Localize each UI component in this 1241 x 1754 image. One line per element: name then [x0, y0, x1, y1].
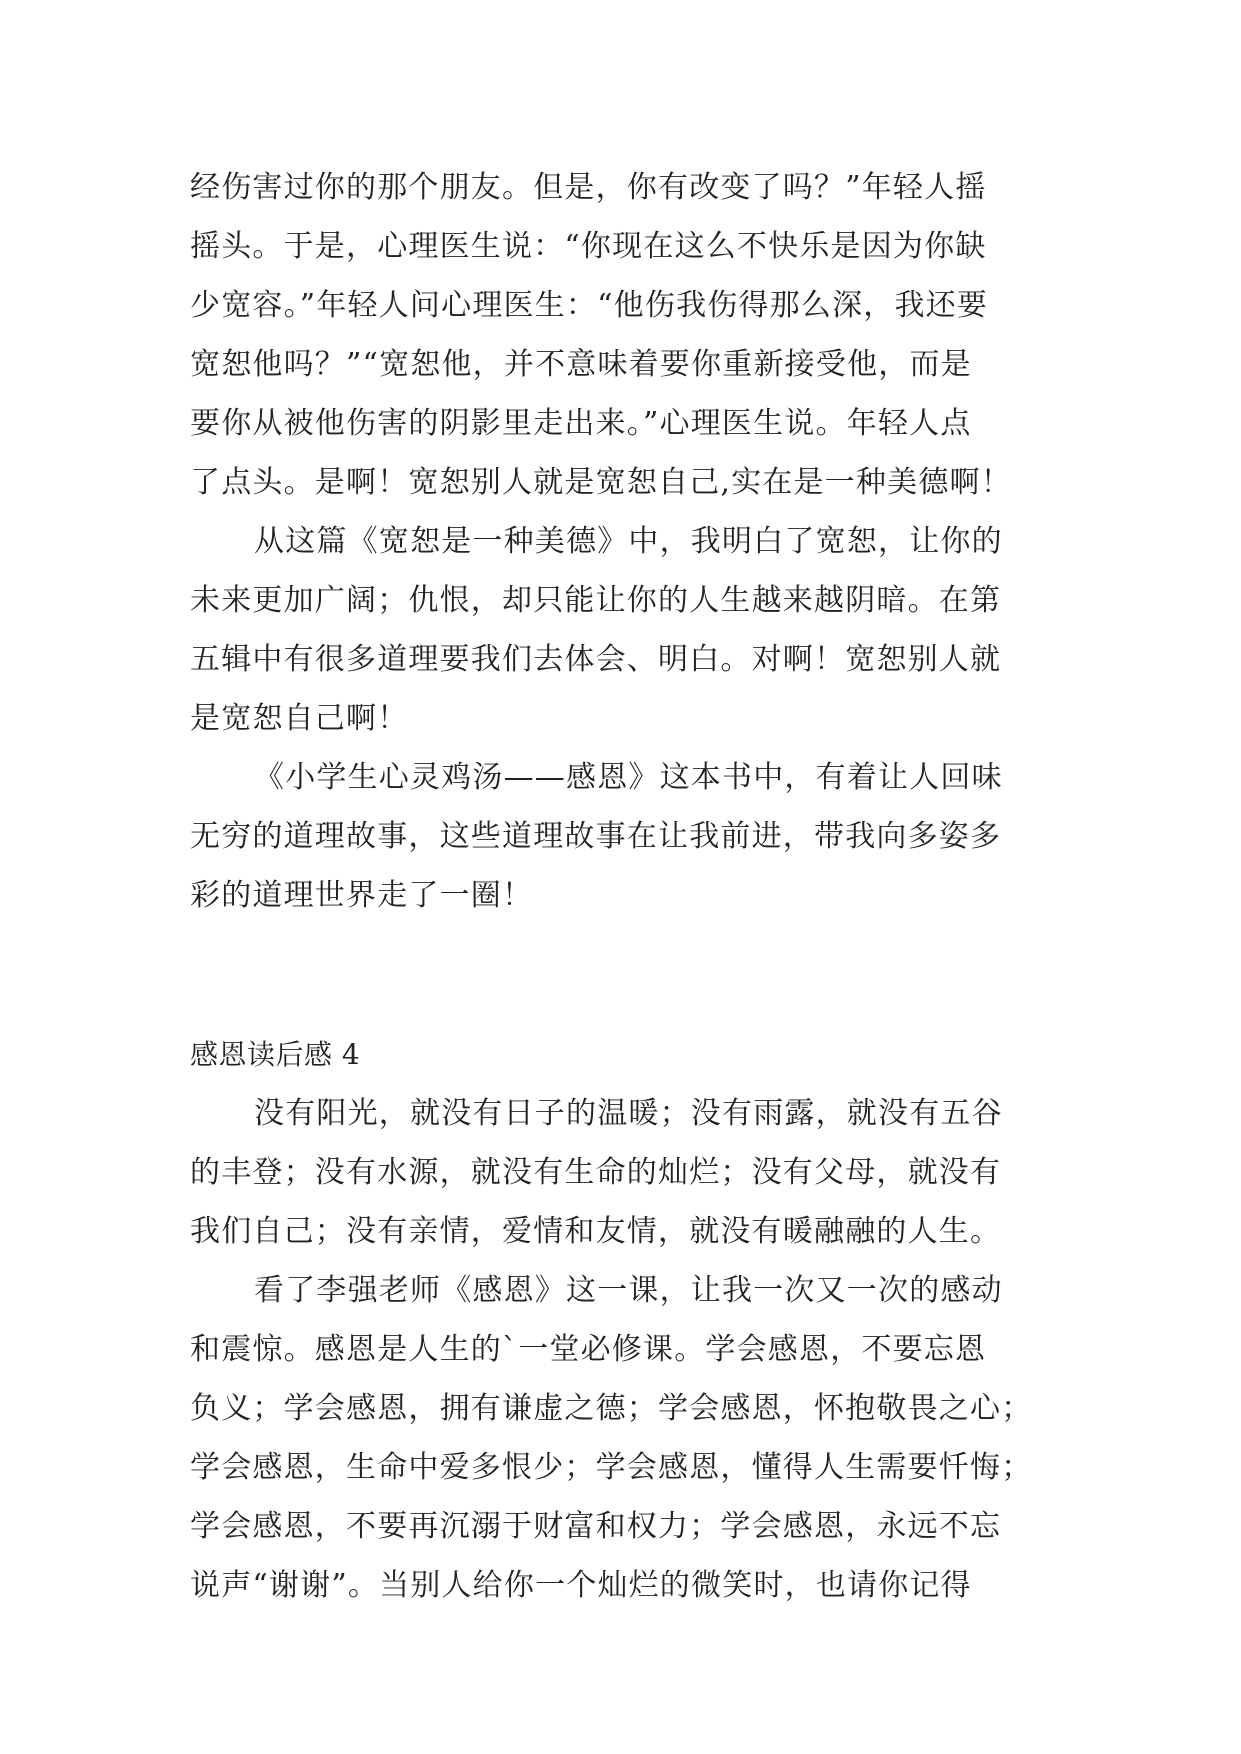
text-line: 学会感恩，生命中爱多恨少；学会感恩，懂得人生需要忏悔；	[190, 1450, 1033, 1485]
text-line: 少宽容。”年轻人问心理医生：“他伤我伤得那么深，我还要	[190, 288, 989, 323]
text-line: 宽恕他吗？”“宽恕他，并不意味着要你重新接受他，而是	[190, 347, 972, 382]
text-line: 说声“谢谢”。当别人给你一个灿烂的微笑时，也请你记得	[190, 1568, 972, 1603]
section-title: 感恩读后感 4	[190, 1038, 361, 1071]
paragraph	[190, 1261, 1060, 1615]
text-line: 负义；学会感恩，拥有谦虚之德；学会感恩，怀抱敬畏之心；	[190, 1391, 1033, 1426]
text-line: 要你从被他伤害的阴影里走出来。”心理医生说。年轻人点	[190, 406, 972, 441]
text-line: 五辑中有很多道理要我们去体会、明白。对啊！宽恕别人就	[190, 642, 1002, 677]
text-line: 彩的道理世界走了一圈！	[190, 878, 534, 913]
paragraph	[190, 748, 1060, 925]
paragraph	[190, 158, 1060, 512]
text-line: 经伤害过你的那个朋友。但是，你有改变了吗？”年轻人摇	[190, 170, 987, 205]
document-body	[190, 158, 1060, 1615]
section-gap	[190, 925, 1060, 1025]
paragraph	[190, 512, 1060, 748]
text-line: 看了李强老师《感恩》这一课，让我一次又一次的感动	[254, 1273, 1003, 1308]
text-line: 和震惊。感恩是人生的`一堂必修课。学会感恩，不要忘恩	[190, 1332, 987, 1367]
text-line: 是宽恕自己啊！	[190, 701, 409, 736]
text-line: 摇头。于是，心理医生说：“你现在这么不快乐是因为你缺	[190, 229, 987, 264]
text-line: 的丰登；没有水源，就没有生命的灿烂；没有父母，就没有	[190, 1155, 1002, 1190]
text-line: 我们自己；没有亲情，爱情和友情，就没有暖融融的人生。	[190, 1214, 1002, 1249]
text-line: 了点头。是啊！宽恕别人就是宽恕自己,实在是一种美德啊！	[190, 465, 1012, 500]
text-line: 未来更加广阔；仇恨，却只能让你的人生越来越阴暗。在第	[190, 583, 1002, 618]
text-line: 学会感恩，不要再沉溺于财富和权力；学会感恩，永远不忘	[190, 1509, 1002, 1544]
text-line: 无穷的道理故事，这些道理故事在让我前进，带我向多姿多	[190, 819, 1002, 854]
text-line: 从这篇《宽恕是一种美德》中，我明白了宽恕，让你的	[254, 524, 1003, 559]
text-line: 没有阳光，就没有日子的温暖；没有雨露，就没有五谷	[254, 1096, 1003, 1131]
text-line: 《小学生心灵鸡汤——感恩》这本书中，有着让人回味	[254, 760, 1003, 795]
paragraph	[190, 1084, 1060, 1261]
